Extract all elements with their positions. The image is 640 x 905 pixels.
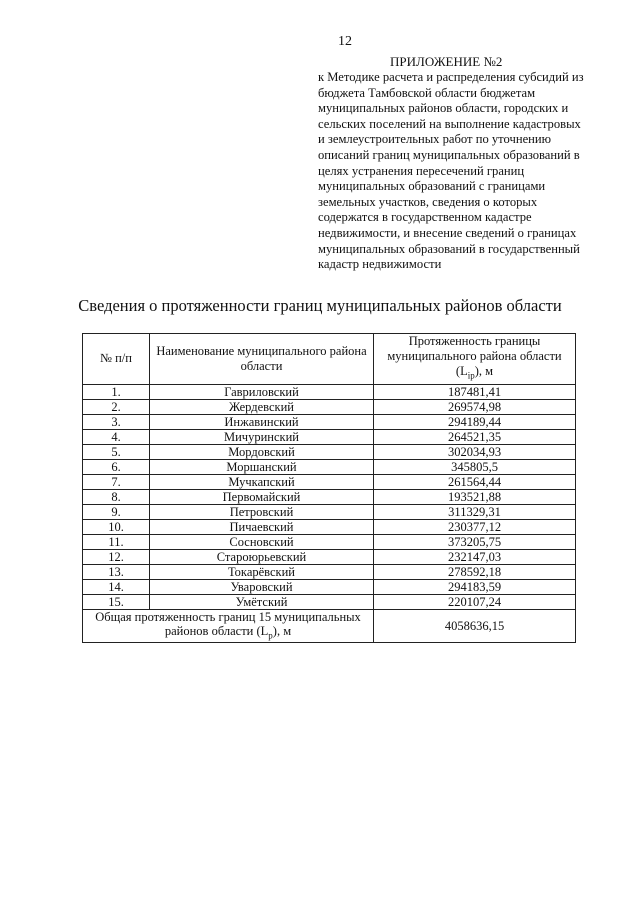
row-value: 294183,59 (374, 579, 576, 594)
row-num: 5. (83, 444, 150, 459)
table-row (83, 594, 576, 609)
row-name: Токарёвский (150, 564, 374, 579)
row-num: 9. (83, 504, 150, 519)
row-name: Уваровский (150, 579, 374, 594)
row-num: 7. (83, 474, 150, 489)
row-num: 2. (83, 399, 150, 414)
appendix-line: кадастр недвижимости (318, 257, 442, 272)
appendix-line: земельных участков, сведения о которых (318, 194, 538, 209)
appendix-line: содержатся в государственном кадастре (318, 210, 532, 225)
row-num: 15. (83, 594, 150, 609)
appendix-line: описаний границ муниципальных образований в (318, 147, 580, 162)
appendix-line: муниципальных образований в государственный (318, 241, 580, 256)
table-row (83, 564, 576, 579)
appendix-line: целях устранения пересечений границ (318, 163, 525, 178)
table-row (83, 519, 576, 534)
appendix-line: к Методике расчета и распределения субсидий из (318, 70, 584, 84)
table-row (83, 459, 576, 474)
total-row (83, 609, 576, 643)
section-title: Сведения о протяженности границ муниципальных районов области (78, 296, 562, 315)
row-num: 10. (83, 519, 150, 534)
table-row (83, 399, 576, 414)
row-name: Мучкапский (150, 474, 374, 489)
row-value: 193521,88 (374, 489, 576, 504)
table-row (83, 534, 576, 549)
appendix-line: недвижимости, и внесение сведений о границах (318, 225, 577, 240)
total-label: Общая протяженность границ 15 муниципальных районов области $(L_p)$, м (83, 609, 374, 643)
table-row (83, 549, 576, 564)
row-value: 345805,5 (374, 459, 576, 474)
header-name: Наименование муниципального района области (150, 334, 374, 385)
row-num: 1. (83, 384, 150, 399)
page-number: 12 (338, 34, 352, 49)
appendix-line: муниципальных образований с границами (318, 179, 546, 194)
row-name: Гавриловский (150, 384, 374, 399)
row-value: 220107,24 (374, 594, 576, 609)
row-num: 14. (83, 579, 150, 594)
row-num: 12. (83, 549, 150, 564)
row-name: Петровский (150, 504, 374, 519)
row-name: Староюрьевский (150, 549, 374, 564)
row-name: Пичаевский (150, 519, 374, 534)
table-header-row (83, 334, 576, 385)
row-name: Инжавинский (150, 414, 374, 429)
districts-table (82, 333, 576, 643)
table-row (83, 489, 576, 504)
row-num: 13. (83, 564, 150, 579)
table-row (83, 474, 576, 489)
appendix-line: сельских поселений на выполнение кадастровых (318, 116, 581, 131)
appendix-line: и землеустроительных работ по уточнению (318, 132, 552, 147)
row-name: Жердевский (150, 399, 374, 414)
table-row (83, 414, 576, 429)
header-num: № п/п (83, 334, 150, 385)
row-value: 269574,98 (374, 399, 576, 414)
table-row (83, 579, 576, 594)
table-row (83, 444, 576, 459)
row-name: Моршанский (150, 459, 374, 474)
row-value: 187481,41 (374, 384, 576, 399)
appendix-line: муниципальных районов области, городских и (318, 101, 569, 116)
row-num: 8. (83, 489, 150, 504)
header-length: Протяженность границы муниципального района области $(L_{ip})$, м (374, 334, 576, 385)
row-name: Сосновский (150, 534, 374, 549)
row-num: 3. (83, 414, 150, 429)
appendix-description (318, 70, 618, 273)
appendix-line: бюджета Тамбовской области бюджетам (318, 85, 536, 100)
table-row (83, 384, 576, 399)
row-value: 302034,93 (374, 444, 576, 459)
row-value: 311329,31 (374, 504, 576, 519)
table-row (83, 504, 576, 519)
row-value: 294189,44 (374, 414, 576, 429)
appendix-title: ПРИЛОЖЕНИЕ №2 (390, 54, 503, 69)
row-value: 373205,75 (374, 534, 576, 549)
row-num: 6. (83, 459, 150, 474)
row-name: Мордовский (150, 444, 374, 459)
table-row (83, 429, 576, 444)
row-name: Умётский (150, 594, 374, 609)
row-value: 264521,35 (374, 429, 576, 444)
row-name: Первомайский (150, 489, 374, 504)
row-value: 232147,03 (374, 549, 576, 564)
row-num: 4. (83, 429, 150, 444)
total-value: 4058636,15 (374, 609, 576, 643)
row-value: 230377,12 (374, 519, 576, 534)
row-name: Мичуринский (150, 429, 374, 444)
row-value: 261564,44 (374, 474, 576, 489)
row-value: 278592,18 (374, 564, 576, 579)
row-num: 11. (83, 534, 150, 549)
